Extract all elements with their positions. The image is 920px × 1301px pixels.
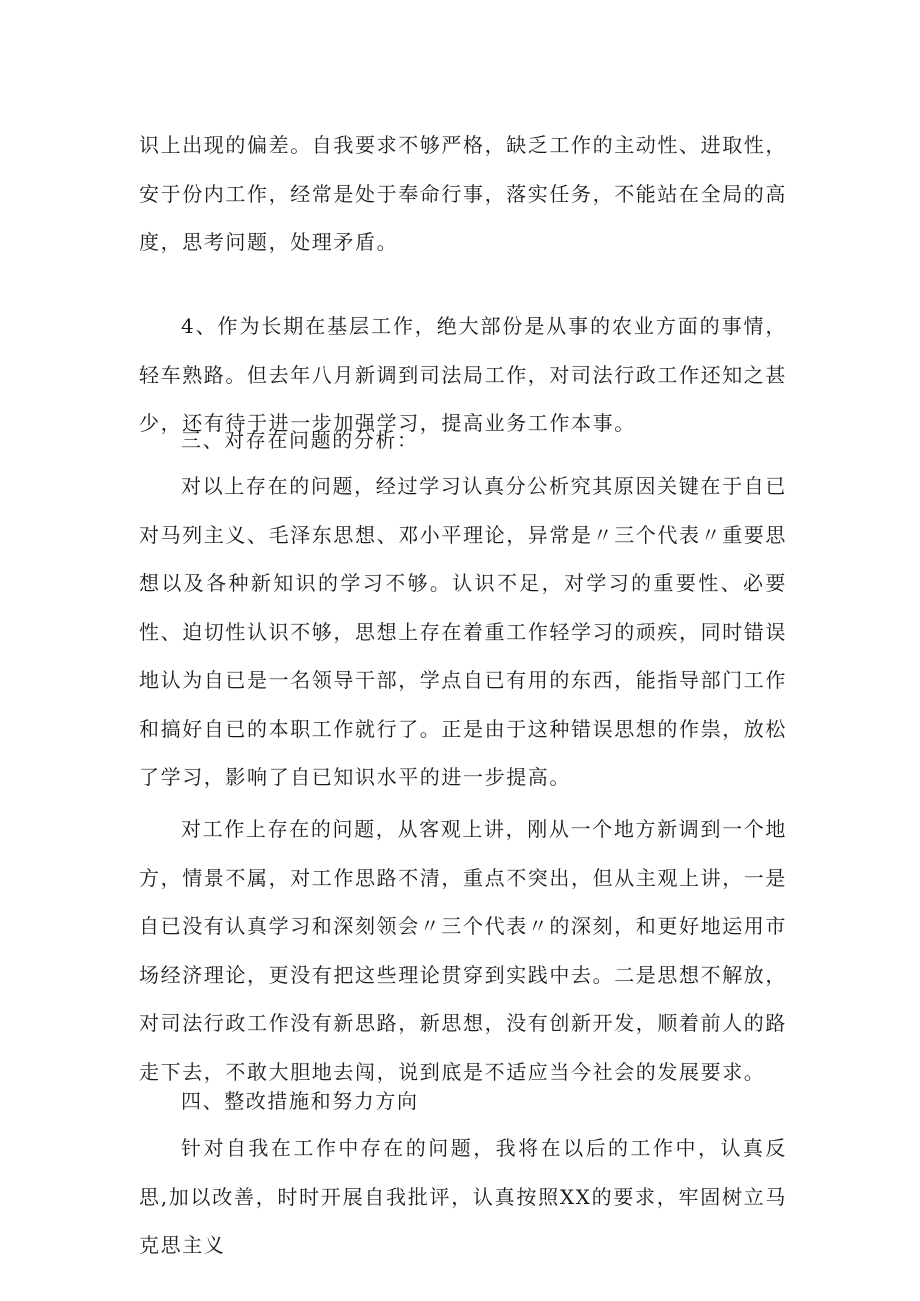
paragraph-1: 识上出现的偏差。自我要求不够严格，缺乏工作的主动性、进取性，安于份内工作，经常是处于奉命行事，落实任务，不能站在全局的高度，思考问题，处理矛盾。 <box>139 133 787 254</box>
paragraph-3: 对以上存在的问题，经过学习认真分公析究其原因关键在于自已对马列主义、毛泽东思想、邓小平理论，异常是〃三个代表〃重要思想以及各种新知识的学习不够。认识不足，对学习的重要性、必要性、迫切性认识不够，思想上存在着重工作轻学习的顽疾，同时错误地认为自已是一名领导干部，学点自已有用的东西，能指导部门工作和搞好自已的本职工作就行了。正是由于这种错误思想的作祟，放松了学习，影响了自已知识水平的进一步提高。 <box>139 474 787 789</box>
paragraph-5: 针对自我在工作中存在的问题，我将在以后的工作中，认真反思,加以改善，时时开展自我批评，认真按照XX的要求，牢固树立马克思主义 <box>139 1136 787 1257</box>
paragraph-4: 对工作上存在的问题，从客观上讲，刚从一个地方新调到一个地方，情景不属，对工作思路不清，重点不突出，但从主观上讲，一是自已没有认真学习和深刻领会〃三个代表〃的深刻，和更好地运用市场经济理论，更没有把这些理论贯穿到实践中去。二是思想不解放，对司法行政工作没有新思路，新思想，没有创新开发，顺着前人的路走下去，不敢大胆地去闯，说到底是不适应当今社会的发展要求。 <box>139 817 787 1084</box>
paragraph-2: 4、作为长期在基层工作，绝大部份是从事的农业方面的事情，轻车熟路。但去年八月新调到司法局工作，对司法行政工作还知之甚少，还有待于进一步加强学习，提高业务工作本事。 <box>139 314 787 435</box>
section-heading-analysis: 三、对存在问题的分析： <box>181 428 419 452</box>
section-heading-rectification: 四、整改措施和努力方向 <box>181 1089 419 1113</box>
